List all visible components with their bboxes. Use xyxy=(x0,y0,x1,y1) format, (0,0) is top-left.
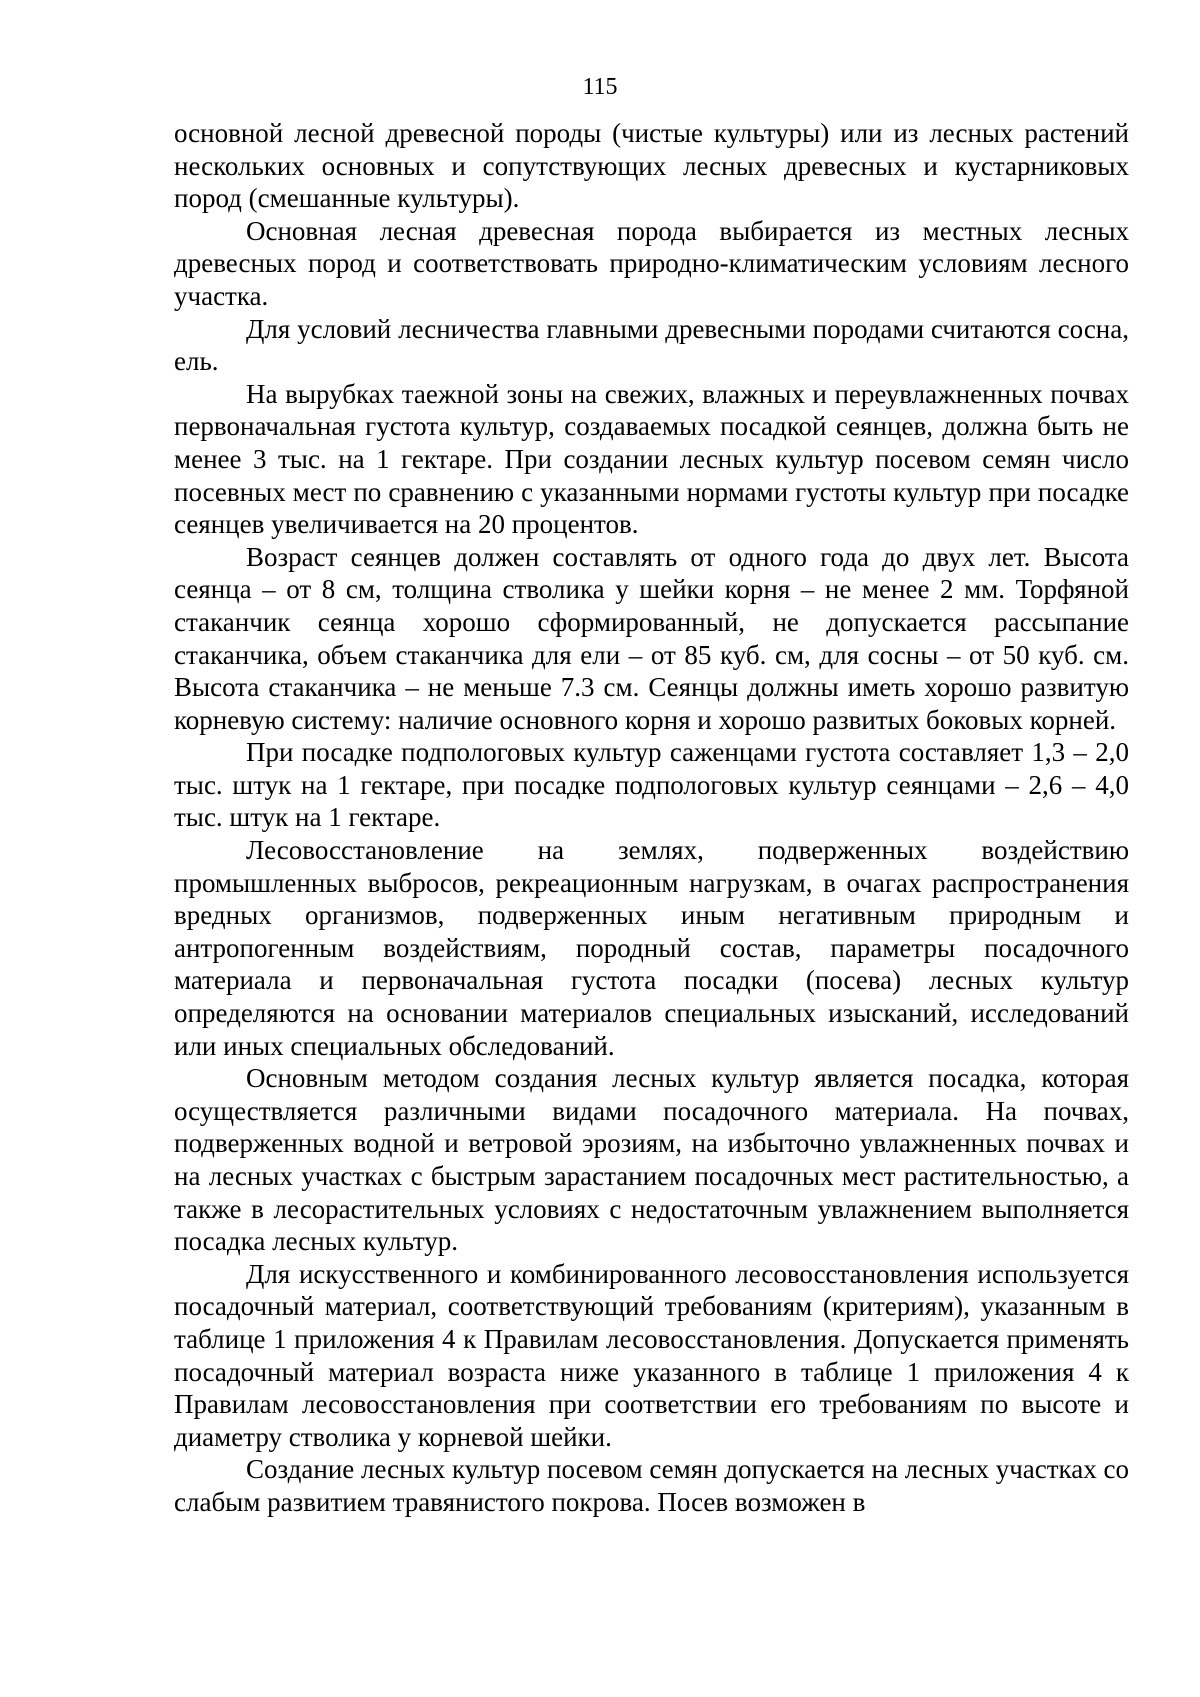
paragraph-disturbed-lands: Лесовосстановление на землях, подверженных воздействию промышленных выбросов, рекреационным нагрузкам, в очагах распространения вредных организмов, подверженных иным негативным природным и антропогенным воздействиям, породный состав, параметры посадочного материала и первоначальная густота посадки (посева) лесных культур определяются на основании материалов специальных изысканий, исследований или иных специальных обследований. xyxy=(174,835,1129,1061)
paragraph-seed-sowing: Создание лесных культур посевом семян допускается на лесных участках со слабым развитием травянистого покрова. Посев возможен в xyxy=(174,1454,1129,1517)
paragraph-seedling-age: Возраст сеянцев должен составлять от одного года до двух лет. Высота сеянца – от 8 см, толщина стволика у шейки корня – не менее 2 мм. Торфяной стаканчик сеянца хорошо сформированный, не допускается рассыпание стаканчика, объем стаканчика для ели – от 85 куб. см, для сосны – от 50 куб. см. Высота стаканчика – не меньше 7.3 см. Сеянцы должны иметь хорошо развитую корневую систему: наличие основного корня и хорошо развитых боковых корней. xyxy=(174,541,1129,735)
page-number: 115 xyxy=(582,74,618,100)
paragraph-continuation: основной лесной древесной породы (чистые культуры) или из лесных растений нескольких основных и сопутствующих лесных древесных и кустарниковых пород (смешанные культуры). xyxy=(174,118,1129,214)
document-body xyxy=(174,117,1129,1519)
paragraph-main-species: Основная лесная древесная порода выбирается из местных лесных древесных пород и соответствовать природно-климатическим условиям лесного участка. xyxy=(174,215,1129,311)
paragraph-planting-method: Основным методом создания лесных культур является посадка, которая осуществляется различными видами посадочного материала. На почвах, подверженных водной и ветровой эрозиям, на избыточно увлажненных почвах и на лесных участках с быстрым зарастанием посадочных мест растительностью, а также в лесорастительных условиях с недостаточным увлажнением выполняется посадка лесных культур. xyxy=(174,1063,1129,1257)
paragraph-planting-material: Для искусственного и комбинированного лесовосстановления используется посадочный материал, соответствующий требованиям (критериям), указанным в таблице 1 приложения 4 к Правилам лесовосстановления. Допускается применять посадочный материал возраста ниже указанного в таблице 1 приложения 4 к Правилам лесовосстановления при соответствии его требованиям по высоте и диаметру стволика у корневой шейки. xyxy=(174,1258,1129,1452)
paragraph-planting-density: На вырубках таежной зоны на свежих, влажных и переувлажненных почвах первоначальная густота культур, создаваемых посадкой сеянцев, должна быть не менее 3 тыс. на 1 гектаре. При создании лесных культур посевом семян число посевных мест по сравнению с указанными нормами густоты культур при посадке сеянцев увеличивается на 20 процентов. xyxy=(174,378,1129,540)
paragraph-main-species-list: Для условий лесничества главными древесными породами считаются сосна, ель. xyxy=(174,313,1129,377)
paragraph-underforest-cultures: При посадке подпологовых культур саженцами густота составляет 1,3 – 2,0 тыс. штук на 1 гектаре, при посадке подпологовых культур сеянцами – 2,6 – 4,0 тыс. штук на 1 гектаре. xyxy=(174,737,1129,833)
